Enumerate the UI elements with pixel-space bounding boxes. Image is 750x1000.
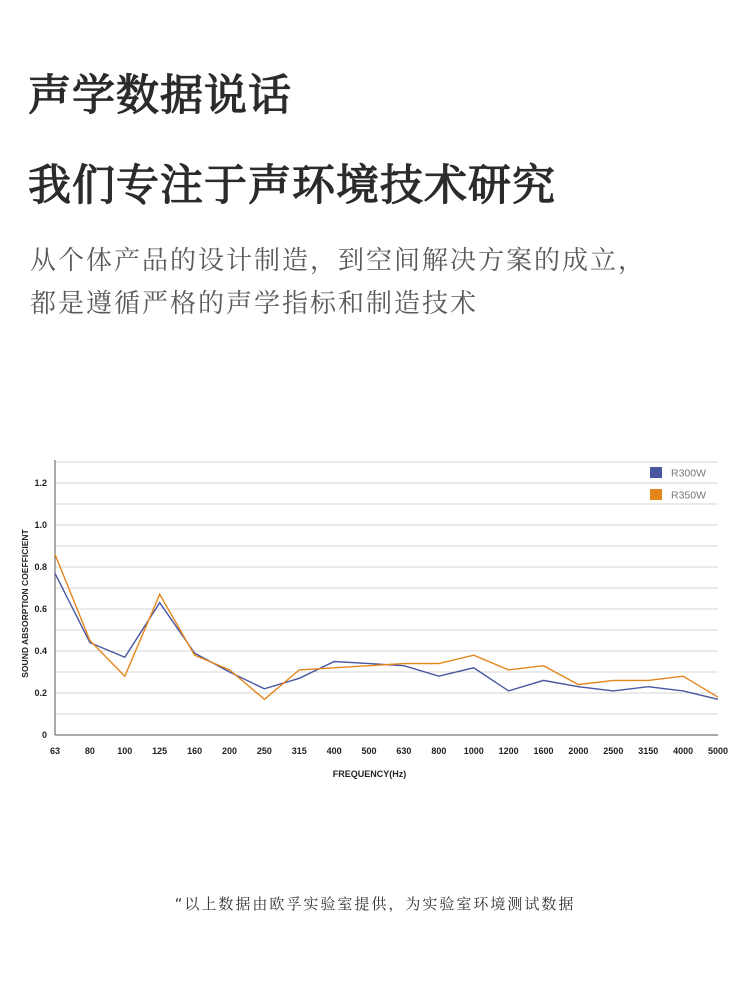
x-tick-label: 500 [361,746,377,756]
x-tick-label: 4000 [673,746,694,756]
x-tick-label: 80 [84,746,95,756]
subtitle-line-2: 都是遵循严格的声学指标和制造技术 [30,289,479,319]
y-tick-label: 0.6 [34,604,47,614]
x-tick-label: 800 [431,746,447,756]
x-tick-label: 125 [152,746,168,756]
footnote: “以上数据由欧孚实验室提供，为实验室环境测试数据 [174,895,576,913]
x-tick-label: 160 [187,746,203,756]
x-tick-label: 1600 [533,746,554,756]
absorption-chart [0,450,750,790]
x-tick-label: 63 [49,746,61,756]
x-tick-label: 2000 [568,746,589,756]
series-line-r350w [55,554,718,699]
y-tick-label: 1.2 [34,478,47,488]
x-tick-label: 2500 [603,746,624,756]
x-tick-label: 630 [396,746,412,756]
x-tick-label: 250 [256,746,272,756]
y-tick-label: 0 [41,730,47,740]
y-tick-label: 0.2 [34,688,47,698]
y-axis-title: SOUND ABSORPTION COEFFICIENT [20,529,30,678]
x-tick-label: 1200 [498,746,519,756]
legend-label: R350W [671,489,707,502]
y-tick-label: 0.8 [34,562,47,572]
x-tick-label: 100 [117,746,133,756]
x-tick-label: 315 [291,746,307,756]
legend-swatch [650,467,662,478]
x-tick-label: 400 [326,746,342,756]
y-tick-label: 0.4 [34,646,47,656]
x-tick-label: 1000 [463,746,484,756]
legend-label: R300W [671,467,707,480]
x-tick-label: 200 [221,746,237,756]
page-title-line-2: 我们专注于声环境技术研究 [28,161,556,211]
x-tick-label: 3150 [638,746,659,756]
page-title-line-1: 声学数据说话 [28,71,292,121]
x-tick-label: 5000 [707,746,729,756]
x-axis-title: FREQUENCY(Hz) [332,769,407,779]
legend-swatch [650,489,662,500]
subtitle-line-1: 从个体产品的设计制造，到空间解决方案的成立， [30,246,647,276]
y-tick-label: 1.0 [34,520,47,530]
